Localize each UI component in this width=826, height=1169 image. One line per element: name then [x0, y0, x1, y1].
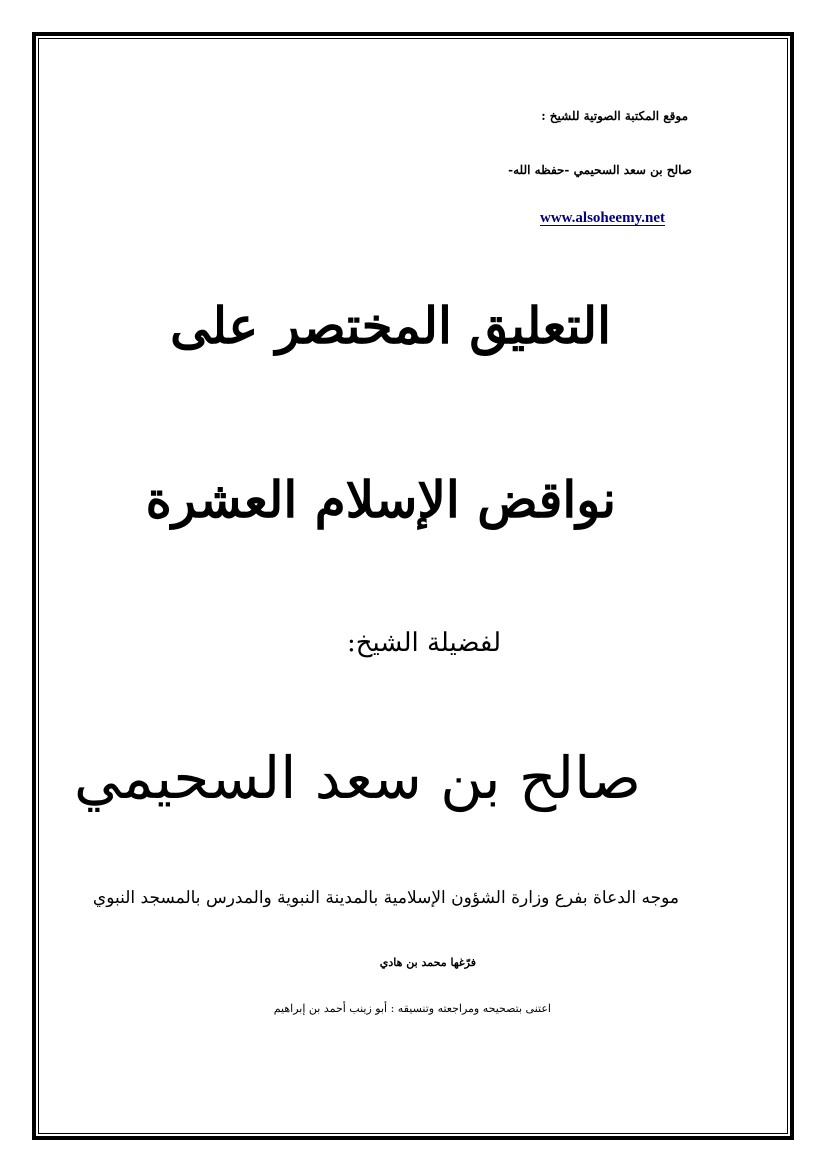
author-name: صالح بن سعد السحيمي	[73, 744, 641, 812]
page-border-inner	[38, 38, 788, 1134]
website-link[interactable]: www.alsoheemy.net	[540, 210, 665, 226]
editor-credit: اعتنى بتصحيحه ومراجعته وتنسيقه : أبو زينب أحمد بن إبراهيم	[273, 1002, 551, 1015]
book-title-line1: التعليق المختصر على	[170, 296, 611, 355]
author-role: موجه الدعاة بفرع وزارة الشؤون الإسلامية بالمدينة النبوية والمدرس بالمسجد النبوي	[92, 888, 679, 908]
sheikh-name-header: صالح بن سعد السحيمي -حفظه الله-	[508, 163, 692, 177]
library-site-label: موقع المكتبة الصوتية للشيخ :	[541, 109, 688, 123]
book-title-line2: نواقض الإسلام العشرة	[145, 470, 616, 529]
author-label: لفضيلة الشيخ:	[346, 628, 501, 658]
transcriber-credit: فرّغها محمد بن هادي	[379, 956, 476, 969]
